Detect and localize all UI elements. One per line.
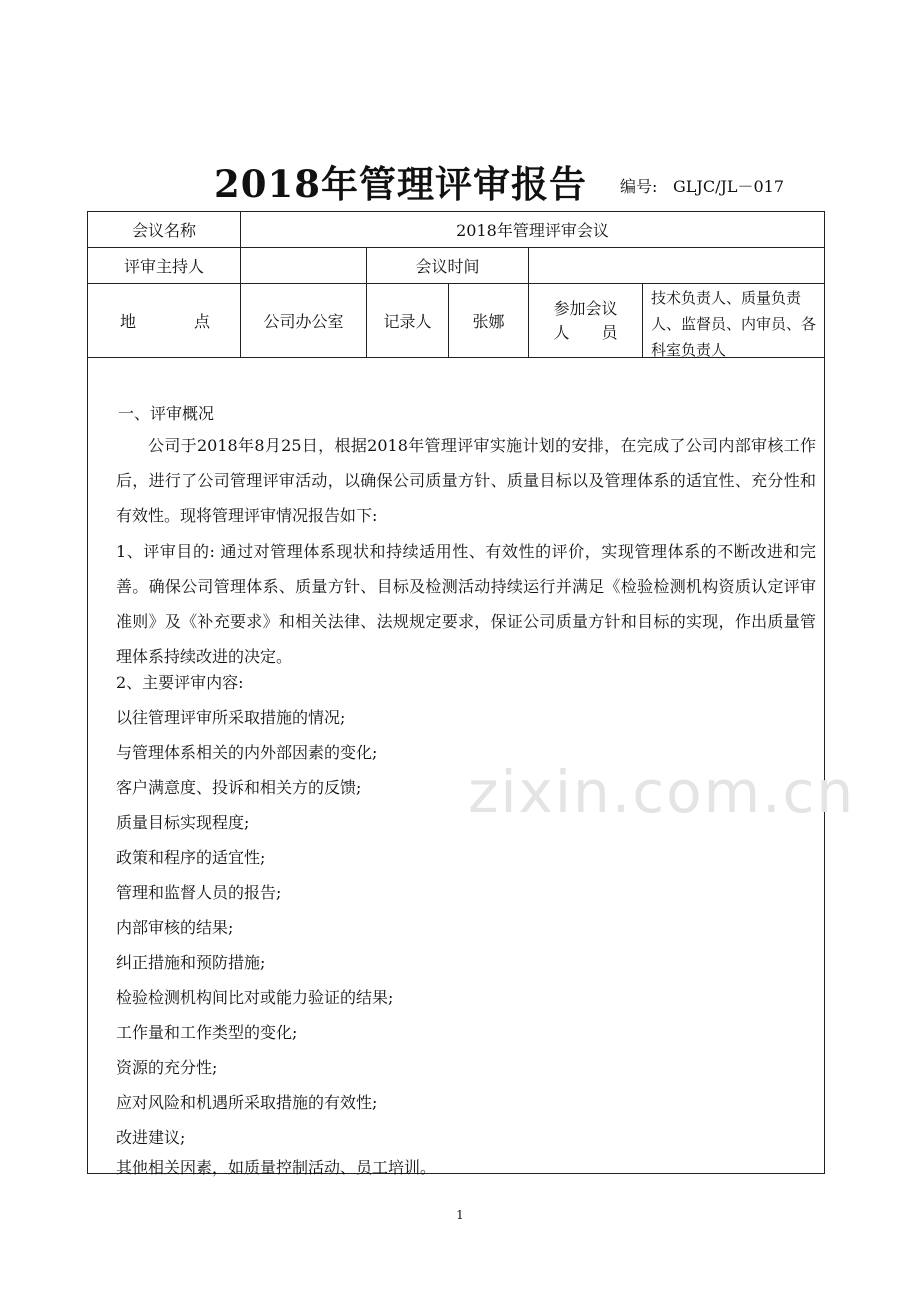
attendees-label-line-2: 人 员 — [553, 322, 618, 342]
attendees-label — [529, 284, 643, 358]
place-value: 公司办公室 — [241, 284, 367, 358]
list-item: 工作量和工作类型的变化; — [116, 1023, 298, 1042]
report-body — [88, 358, 856, 1177]
doc-code-value: GLJC/JL－017 — [673, 177, 785, 196]
place-label — [88, 284, 241, 358]
page-number: 1 — [456, 1208, 464, 1222]
page-title: 2018年管理评审报告 — [214, 162, 587, 206]
doc-code-label: 编号: — [620, 177, 658, 196]
watermark: zixin.com.cn — [468, 758, 856, 826]
host-label: 评审主持人 — [88, 248, 241, 284]
review-form-table — [87, 211, 856, 1177]
attendees-label-line-1: 参加会议 — [553, 298, 618, 318]
recorder-value: 张娜 — [449, 284, 529, 358]
section-heading: 一、评审概况 — [118, 404, 215, 423]
list-item: 质量目标实现程度; — [116, 813, 250, 832]
intro-paragraph: 公司于2018年8月25日，根据2018年管理评审实施计划的安排，在完成了公司内部审核工作后，进行了公司管理评审活动，以确保公司质量方针、质量目标以及管理体系的适宜性、充分性和有效性。现将管理评审情况报告如下: — [116, 436, 816, 525]
list-item: 纠正措施和预防措施; — [116, 953, 266, 972]
place-label-char-2: 点 — [193, 312, 210, 331]
place-label-char-1: 地 — [120, 312, 137, 331]
list-item: 与管理体系相关的内外部因素的变化; — [116, 743, 378, 762]
recorder-label: 记录人 — [367, 284, 449, 358]
meeting-name-label: 会议名称 — [88, 212, 241, 248]
time-label: 会议时间 — [367, 248, 529, 284]
list-item: 以往管理评审所采取措施的情况; — [116, 708, 346, 727]
attendees-value: 技术负责人、质量负责人、监督员、内审员、各科室负责人 — [643, 284, 824, 358]
list-item: 内部审核的结果; — [116, 918, 234, 937]
title-row — [0, 150, 920, 210]
content-heading: 2、主要评审内容: — [116, 673, 244, 692]
list-item: 客户满意度、投诉和相关方的反馈; — [116, 778, 362, 797]
host-value — [241, 248, 367, 284]
list-item: 政策和程序的适宜性; — [116, 848, 266, 867]
list-item: 其他相关因素，如质量控制活动、员工培训。 — [116, 1158, 437, 1177]
time-value — [529, 248, 824, 284]
list-item: 检验检测机构间比对或能力验证的结果; — [116, 988, 394, 1007]
list-item: 应对风险和机遇所采取措施的有效性; — [116, 1093, 378, 1112]
purpose-paragraph: 1、评审目的: 通过对管理体系现状和持续适用性、有效性的评价，实现管理体系的不断改进和完善。确保公司管理体系、质量方针、目标及检测活动持续运行并满足《检验检测机构资质认定评审准则》及《补充要求》和相关法律、法规规定要求，保证公司质量方针和目标的实现，作出质量管理体系持续改进的决定。 — [116, 542, 816, 666]
list-item: 管理和监督人员的报告; — [116, 883, 282, 902]
meeting-name-value: 2018年管理评审会议 — [241, 212, 824, 248]
list-item: 资源的充分性; — [116, 1058, 218, 1077]
list-item: 改进建议; — [116, 1128, 186, 1147]
